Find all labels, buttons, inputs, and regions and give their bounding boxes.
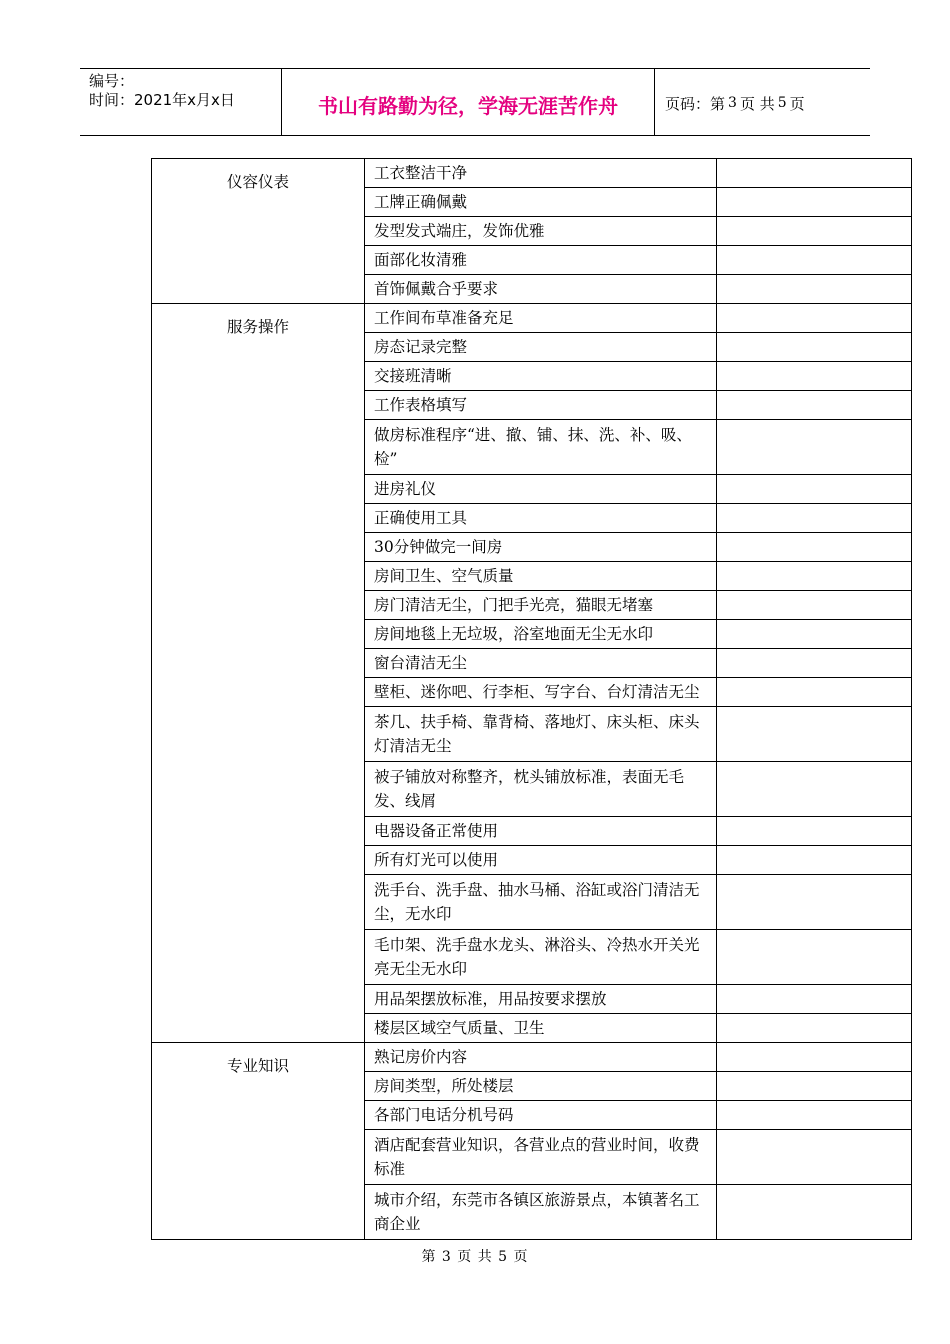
table-row — [152, 159, 912, 188]
checklist-item: 酒店配套营业知识，各营业点的营业时间，收费标准 — [365, 1130, 717, 1185]
inspection-table-body — [152, 159, 912, 1240]
score-cell[interactable] — [717, 707, 912, 762]
score-cell[interactable] — [717, 1072, 912, 1101]
score-cell[interactable] — [717, 762, 912, 817]
header-meta — [80, 69, 282, 135]
score-cell[interactable] — [717, 930, 912, 985]
score-cell[interactable] — [717, 846, 912, 875]
checklist-item: 房间类型，所处楼层 — [365, 1072, 717, 1101]
checklist-item: 用品架摆放标准，用品按要求摆放 — [365, 985, 717, 1014]
checklist-item: 面部化妆清雅 — [365, 246, 717, 275]
checklist-item: 交接班清晰 — [365, 362, 717, 391]
section-category: 仪容仪表 — [152, 159, 365, 304]
score-cell[interactable] — [717, 817, 912, 846]
page-header — [80, 68, 870, 136]
page-footer: 第 3 页 共 5 页 — [421, 1249, 529, 1265]
score-cell[interactable] — [717, 1101, 912, 1130]
score-cell[interactable] — [717, 1185, 912, 1240]
score-cell[interactable] — [717, 985, 912, 1014]
score-cell[interactable] — [717, 217, 912, 246]
header-motto: 书山有路勤为径，学海无涯苦作舟 — [282, 69, 655, 135]
score-cell[interactable] — [717, 620, 912, 649]
page-current: 3 — [728, 95, 737, 111]
checklist-item: 壁柜、迷你吧、行李柜、写字台、台灯清洁无尘 — [365, 678, 717, 707]
checklist-item: 工作间布草准备充足 — [365, 304, 717, 333]
page-total: 5 — [777, 95, 787, 111]
page-prefix: 页码：第 — [665, 94, 726, 113]
score-cell[interactable] — [717, 333, 912, 362]
checklist-item: 毛巾架、洗手盘水龙头、淋浴头、冷热水开关光亮无尘无水印 — [365, 930, 717, 985]
score-cell[interactable] — [717, 304, 912, 333]
checklist-item: 房态记录完整 — [365, 333, 717, 362]
checklist-item: 房间地毯上无垃圾，浴室地面无尘无水印 — [365, 620, 717, 649]
score-cell[interactable] — [717, 504, 912, 533]
score-cell[interactable] — [717, 1043, 912, 1072]
score-cell[interactable] — [717, 649, 912, 678]
checklist-item: 正确使用工具 — [365, 504, 717, 533]
score-cell[interactable] — [717, 1014, 912, 1043]
document-number-label: 编号： — [89, 72, 135, 90]
score-cell[interactable] — [717, 275, 912, 304]
score-cell[interactable] — [717, 591, 912, 620]
checklist-item: 茶几、扶手椅、靠背椅、落地灯、床头柜、床头灯清洁无尘 — [365, 707, 717, 762]
score-cell[interactable] — [717, 1130, 912, 1185]
score-cell[interactable] — [717, 391, 912, 420]
table-row — [152, 304, 912, 333]
checklist-item: 城市介绍，东莞市各镇区旅游景点，本镇著名工商企业 — [365, 1185, 717, 1240]
checklist-item: 所有灯光可以使用 — [365, 846, 717, 875]
page-suffix: 页 — [789, 94, 805, 113]
score-cell[interactable] — [717, 875, 912, 930]
checklist-item: 工衣整洁干净 — [365, 159, 717, 188]
checklist-item: 房门清洁无尘，门把手光亮，猫眼无堵塞 — [365, 591, 717, 620]
checklist-item: 发型发式端庄，发饰优雅 — [365, 217, 717, 246]
checklist-item: 房间卫生、空气质量 — [365, 562, 717, 591]
checklist-item: 楼层区域空气质量、卫生 — [365, 1014, 717, 1043]
checklist-item: 电器设备正常使用 — [365, 817, 717, 846]
score-cell[interactable] — [717, 678, 912, 707]
checklist-item: 熟记房价内容 — [365, 1043, 717, 1072]
score-cell[interactable] — [717, 420, 912, 475]
checklist-item: 30分钟做完一间房 — [365, 533, 717, 562]
score-cell[interactable] — [717, 362, 912, 391]
score-cell[interactable] — [717, 533, 912, 562]
section-category: 服务操作 — [152, 304, 365, 1043]
checklist-item: 窗台清洁无尘 — [365, 649, 717, 678]
checklist-item: 做房标准程序“进、撤、铺、抹、洗、补、吸、检” — [365, 420, 717, 475]
checklist-item: 被子铺放对称整齐，枕头铺放标准，表面无毛发、线屑 — [365, 762, 717, 817]
header-page-indicator — [655, 69, 870, 135]
document-date: 时间：2021年x月x日 — [89, 91, 235, 109]
checklist-item: 工牌正确佩戴 — [365, 188, 717, 217]
table-row — [152, 1043, 912, 1072]
section-category: 专业知识 — [152, 1043, 365, 1240]
score-cell[interactable] — [717, 159, 912, 188]
checklist-item: 工作表格填写 — [365, 391, 717, 420]
checklist-item: 洗手台、洗手盘、抽水马桶、浴缸或浴门清洁无尘，无水印 — [365, 875, 717, 930]
score-cell[interactable] — [717, 562, 912, 591]
score-cell[interactable] — [717, 246, 912, 275]
inspection-table — [151, 158, 912, 1240]
checklist-item: 首饰佩戴合乎要求 — [365, 275, 717, 304]
score-cell[interactable] — [717, 475, 912, 504]
score-cell[interactable] — [717, 188, 912, 217]
checklist-item: 各部门电话分机号码 — [365, 1101, 717, 1130]
checklist-item: 进房礼仪 — [365, 475, 717, 504]
page-mid: 页 共 — [739, 94, 775, 113]
